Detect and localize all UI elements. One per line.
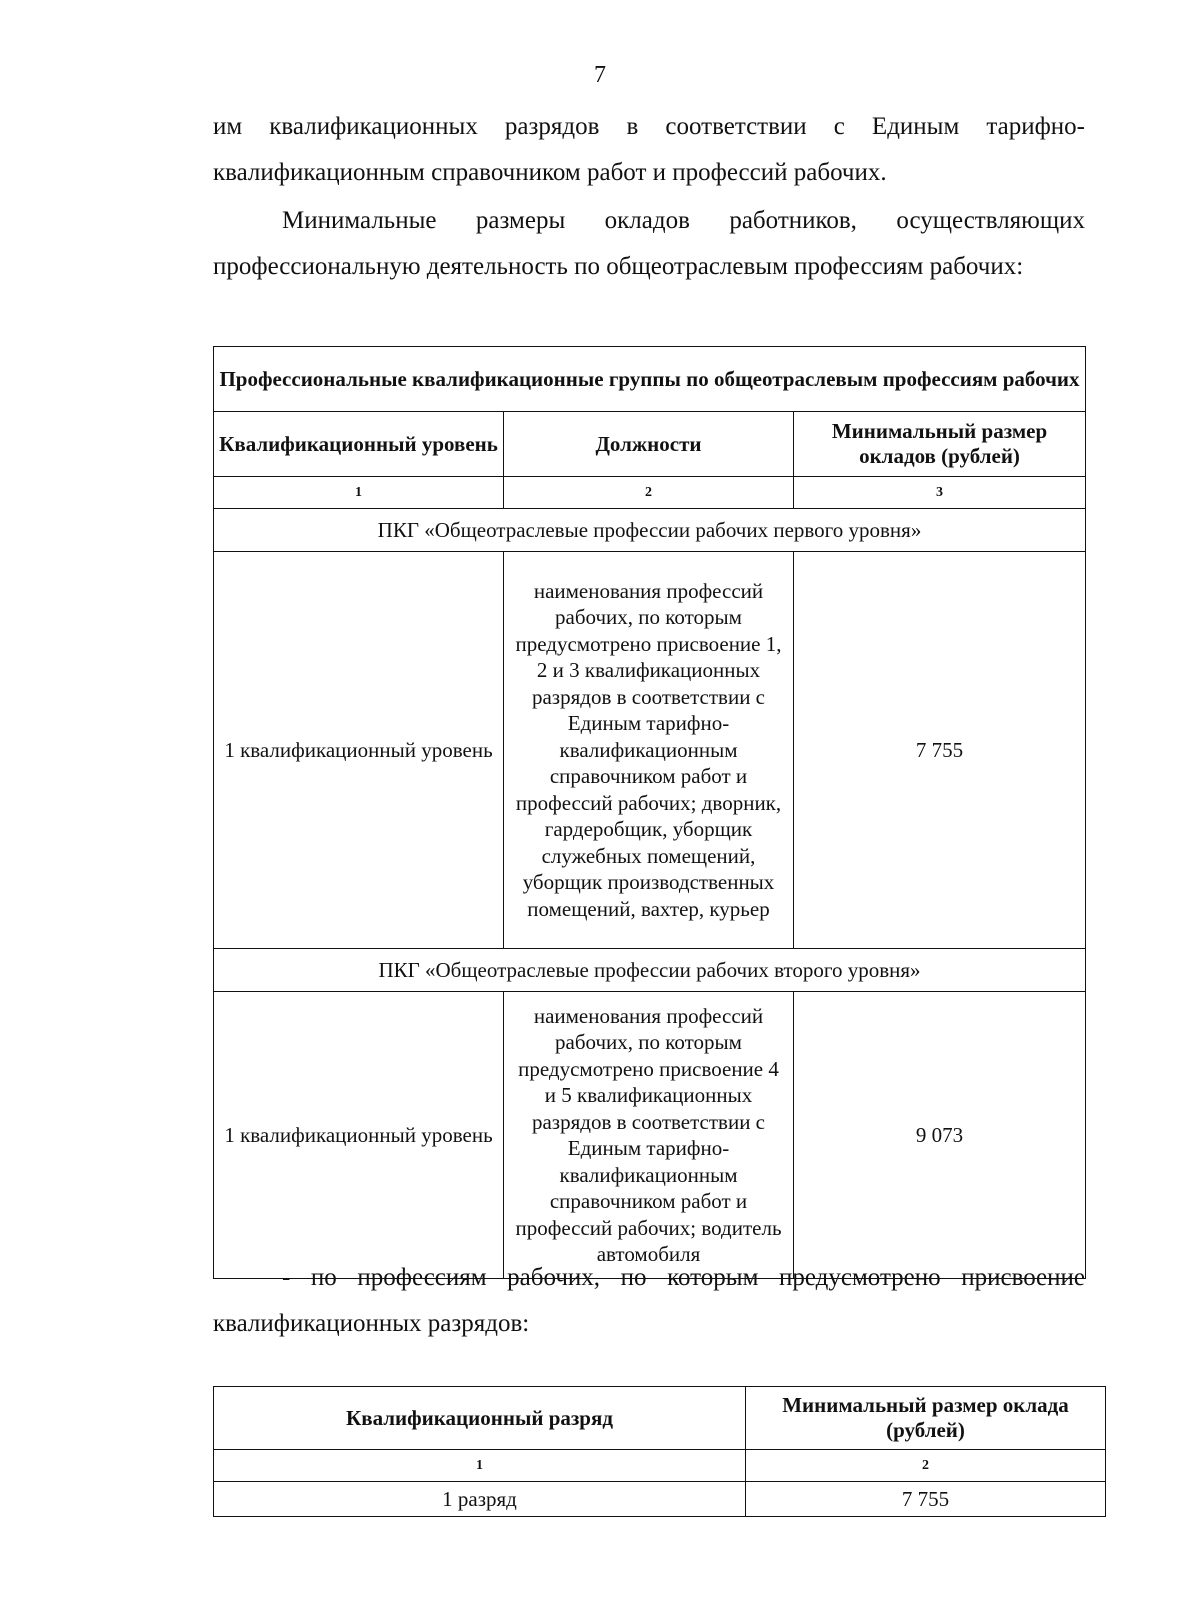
header-positions: Должности: [504, 412, 794, 477]
column-number: 1: [214, 477, 504, 509]
table-row: [214, 992, 1086, 1279]
page-number: 7: [594, 62, 606, 88]
header-salary: Минимальный размер окладов (рублей): [794, 412, 1086, 477]
header-grade: Квалификационный разряд: [214, 1387, 746, 1450]
grade-cell: 1 разряд: [214, 1482, 746, 1517]
qualification-grades-table: [213, 1386, 1106, 1517]
column-number: 3: [794, 477, 1086, 509]
header-salary: Минимальный размер оклада (рублей): [746, 1387, 1106, 1450]
column-number: 2: [746, 1450, 1106, 1482]
column-number: 1: [214, 1450, 746, 1482]
table-title: Профессиональные квалификационные группы по общеотраслевым профессиям рабочих: [214, 347, 1086, 412]
positions-cell: наименования профессий рабочих, по которым предусмотрено присвоение 1, 2 и 3 квалификационных разрядов в соответствии с Единым тарифно-квалификационным справочником работ и профессий рабочих; дворник, гардеробщик, уборщик служебных помещений, уборщик производственных помещений, вахтер, курьер: [504, 552, 794, 949]
paragraph-1: им квалификационных разрядов в соответствии с Единым тарифно-квалификационным справочником работ и профессий рабочих.: [213, 113, 1085, 186]
paragraph-2: Минимальные размеры окладов работников, осуществляющих профессиональную деятельность по общеотраслевым профессиям рабочих:: [213, 207, 1085, 280]
table-row: [214, 1482, 1106, 1517]
positions-cell: наименования профессий рабочих, по которым предусмотрено присвоение 4 и 5 квалификационных разрядов в соответствии с Единым тарифно-квалификационным справочником работ и профессий рабочих; водитель автомобиля: [504, 992, 794, 1279]
level-cell: 1 квалификационный уровень: [214, 552, 504, 949]
salary-cell: 9 073: [794, 992, 1086, 1279]
column-number: 2: [504, 477, 794, 509]
paragraph-3: - по профессиям рабочих, по которым предусмотрено присвоение квалификационных разрядов:: [213, 1264, 1085, 1337]
header-level: Квалификационный уровень: [214, 412, 504, 477]
professional-groups-table: [213, 346, 1086, 1279]
level-cell: 1 квалификационный уровень: [214, 992, 504, 1279]
table-row: [214, 552, 1086, 949]
group-title-first-level: ПКГ «Общеотраслевые профессии рабочих первого уровня»: [214, 509, 1086, 552]
salary-cell: 7 755: [746, 1482, 1106, 1517]
group-title-second-level: ПКГ «Общеотраслевые профессии рабочих второго уровня»: [214, 949, 1086, 992]
salary-cell: 7 755: [794, 552, 1086, 949]
